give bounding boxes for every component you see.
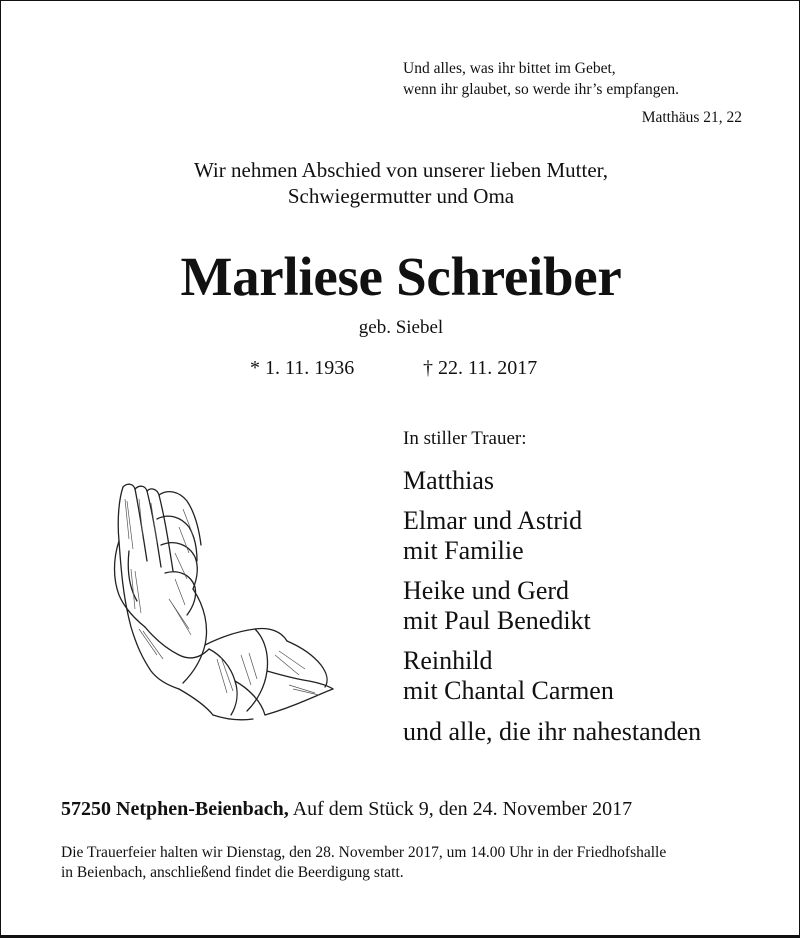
service-line-1: Die Trauerfeier halten wir Dienstag, den 28. November 2017, um 14.00 Uhr in der Friedhofshalle xyxy=(61,844,667,861)
mourner-line: Heike und Gerd xyxy=(403,575,570,605)
service-line-2: in Beienbach, anschließend findet die Beerdigung statt. xyxy=(61,864,404,881)
mourners-closing: und alle, die ihr nahestanden xyxy=(403,717,702,746)
verse-line-2: wenn ihr glaubet, so werde ihr’s empfangen. xyxy=(403,81,680,98)
mourner-group xyxy=(403,506,614,567)
death-date: † 22. 11. 2017 xyxy=(423,357,538,379)
mourner-line: Elmar und Astrid xyxy=(403,505,583,535)
verse-line-1: Und alles, was ihr bittet im Gebet, xyxy=(403,60,616,77)
address-line xyxy=(61,798,632,821)
mourner-line: mit Familie xyxy=(403,536,524,565)
funeral-service-info xyxy=(61,843,761,883)
mourner-line: mit Paul Benedikt xyxy=(403,606,591,635)
birth-date: * 1. 11. 1936 xyxy=(250,357,355,379)
mourner-line: mit Chantal Carmen xyxy=(403,676,614,705)
mourner-line: Matthias xyxy=(403,466,494,495)
mourners-list xyxy=(403,466,614,716)
mourner-group xyxy=(403,646,614,707)
intro-line-2: Schwiegermutter und Oma xyxy=(287,184,515,208)
verse-reference: Matthäus 21, 22 xyxy=(641,109,742,126)
deceased-name: Marliese Schreiber xyxy=(180,246,622,307)
mourner-group xyxy=(403,466,614,497)
mourners-label: In stiller Trauer: xyxy=(403,428,527,449)
bible-verse xyxy=(403,58,679,100)
praying-hands-drawing xyxy=(109,479,339,724)
maiden-name: geb. Siebel xyxy=(358,317,444,338)
intro-text xyxy=(1,157,800,209)
address-rest: Auf dem Stück 9, den 24. November 2017 xyxy=(288,798,633,820)
praying-hands-icon xyxy=(109,479,339,724)
intro-line-1: Wir nehmen Abschied von unserer lieben Mutter, xyxy=(193,158,609,182)
mourner-line: Reinhild xyxy=(403,645,493,675)
mourner-group xyxy=(403,576,614,637)
address-postal-city: 57250 Netphen-Beienbach, xyxy=(61,798,289,820)
